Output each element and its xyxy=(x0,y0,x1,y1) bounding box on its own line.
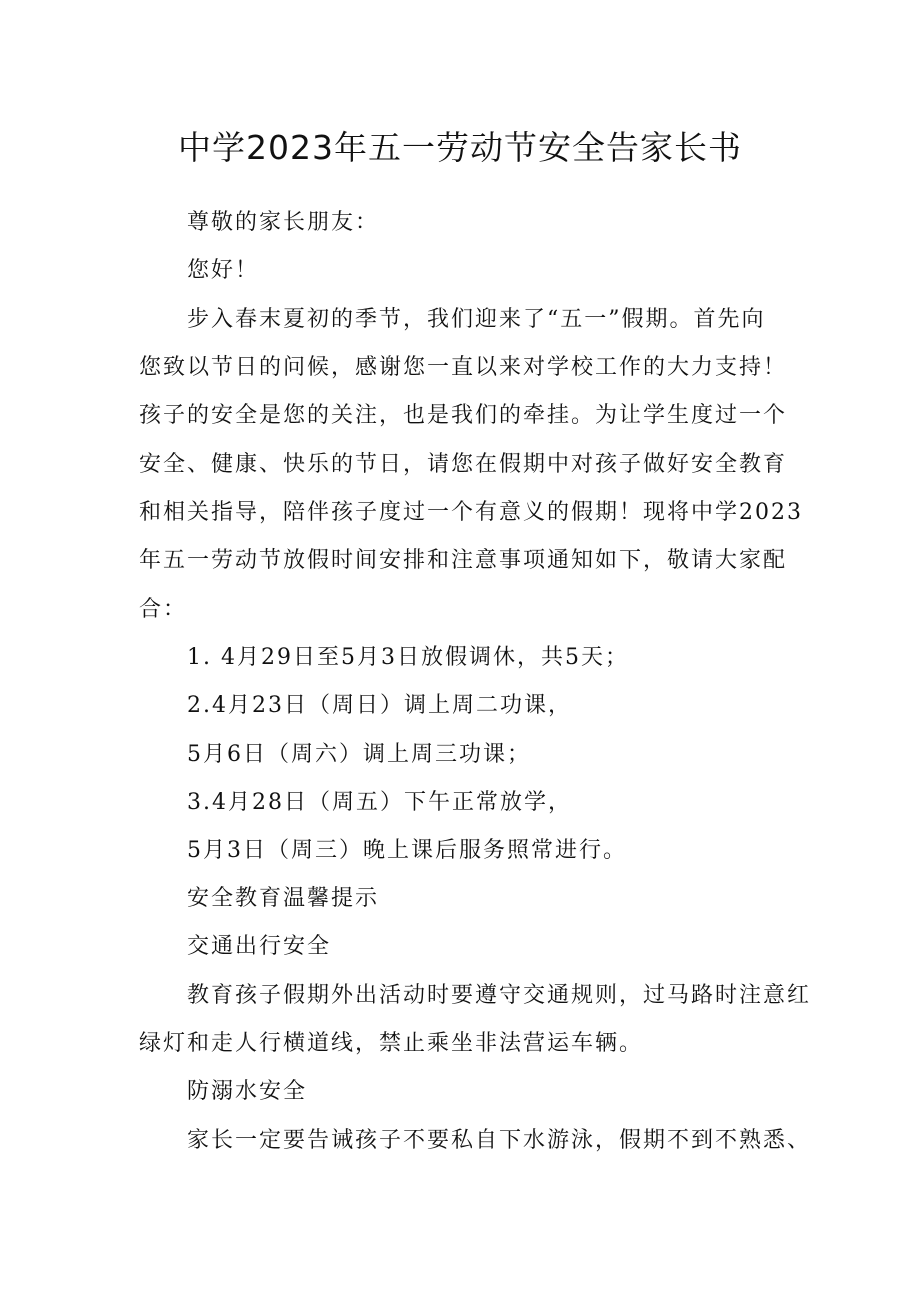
intro-line: 孩子的安全是您的关注，也是我们的牵挂。为让学生度过一个 xyxy=(139,403,788,428)
greeting: 您好！ xyxy=(187,258,260,283)
document-title: 中学2023年五一劳动节安全告家长书 xyxy=(178,128,742,167)
traffic-line: 绿灯和走人行横道线，禁止乘坐非法营运车辆。 xyxy=(139,1031,644,1056)
intro-line: 您致以节日的问候，感谢您一直以来对学校工作的大力支持！ xyxy=(139,355,788,380)
traffic-line: 教育孩子假期外出活动时要遵守交通规则，过马路时注意红 xyxy=(187,983,812,1008)
schedule-item: 3.4月28日（周五）下午正常放学， xyxy=(187,790,572,815)
drowning-line: 家长一定要告诫孩子不要私自下水游泳，假期不到不熟悉、 xyxy=(187,1128,812,1153)
intro-line: 和相关指导，陪伴孩子度过一个有意义的假期！现将中学2023 xyxy=(139,500,803,525)
intro-line: 年五一劳动节放假时间安排和注意事项通知如下，敬请大家配 xyxy=(139,548,788,573)
schedule-item: 5月6日（周六）调上周三功课； xyxy=(187,742,531,767)
tips-heading: 安全教育温馨提示 xyxy=(187,886,380,911)
schedule-item: 2.4月23日（周日）调上周二功课， xyxy=(187,693,572,718)
intro-line: 安全、健康、快乐的节日，请您在假期中对孩子做好安全教育 xyxy=(139,452,788,477)
drowning-heading: 防溺水安全 xyxy=(187,1079,308,1104)
intro-line: 合： xyxy=(139,597,188,622)
intro-line: 步入春末夏初的季节，我们迎来了“五一”假期。首先向 xyxy=(187,307,766,332)
traffic-heading: 交通出行安全 xyxy=(187,934,332,959)
schedule-item: 1. 4月29日至5月3日放假调休，共5天； xyxy=(187,645,629,670)
salutation: 尊敬的家长朋友： xyxy=(187,210,380,235)
schedule-item: 5月3日（周三）晚上课后服务照常进行。 xyxy=(187,838,627,863)
